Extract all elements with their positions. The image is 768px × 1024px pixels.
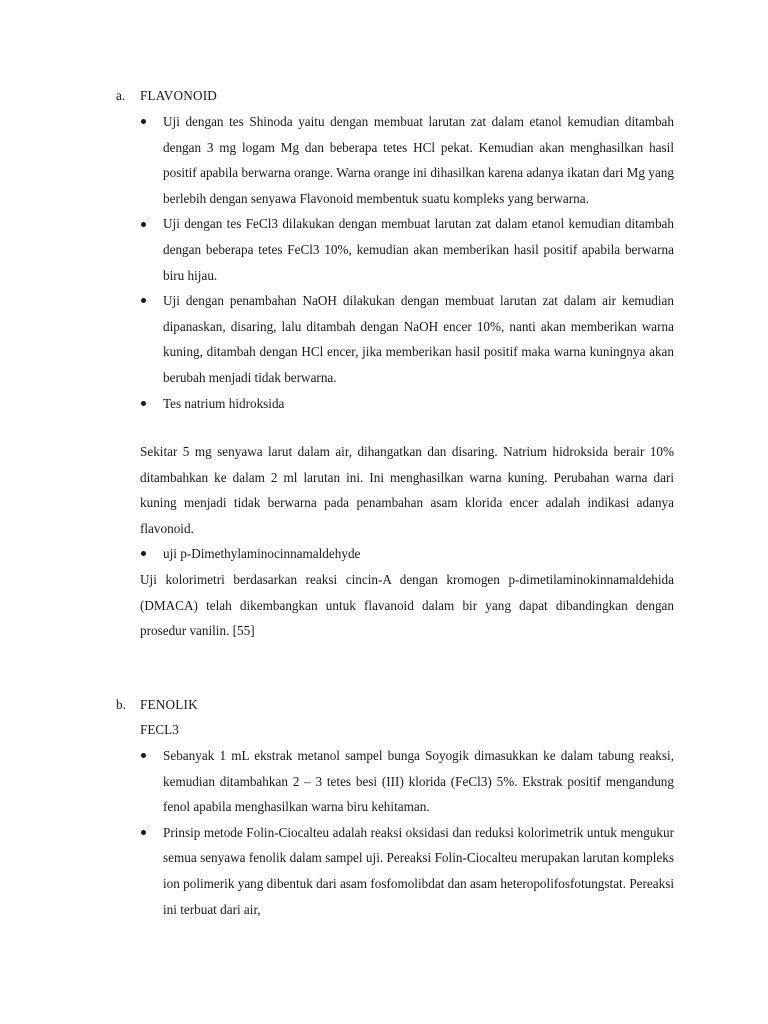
section-b-marker: b. — [116, 697, 126, 712]
dmaca-list — [0, 541, 674, 567]
bullet-icon — [139, 391, 147, 417]
bullet-icon — [139, 541, 147, 567]
list-item — [0, 743, 674, 820]
dmaca-paragraph: Uji kolorimetri berdasarkan reaksi cincin-A dengan kromogen p-dimetilaminokinnamaldehida (DMACA) telah dikembangkan untuk flavanoid dalam bir yang dapat dibandingkan dengan prosedur vanilin. [55] — [140, 572, 674, 639]
fecl3-test-text: Uji dengan tes FeCl3 dilakukan dengan membuat larutan zat dalam etanol kemudian ditambah dengan beberapa tetes FeCl3 10%, kemudian akan memberikan hasil positif apabila berwarna biru hijau. — [163, 216, 674, 283]
flavonoid-test-list — [0, 109, 674, 416]
naoh-test-text: Uji dengan penambahan NaOH dilakukan dengan membuat larutan zat dalam air kemudian dipanaskan, disaring, lalu ditambah dengan NaOH encer 10%, nanti akan memberikan warna kuning, ditambah dengan HCl encer, jika memberikan hasil positif maka warna kuningnya akan berubah menjadi tidak berwarna. — [163, 293, 674, 385]
bullet-icon — [139, 288, 147, 314]
bullet-icon — [139, 743, 147, 769]
section-b-subtitle: FECL3 — [140, 722, 179, 737]
fenolik-test-list — [0, 743, 674, 922]
list-item — [0, 541, 674, 567]
list-item — [0, 391, 674, 417]
bullet-icon — [139, 109, 147, 135]
fecl3-fenol-test-text: Sebanyak 1 mL ekstrak metanol sampel bunga Soyogik dimasukkan ke dalam tabung reaksi, kemudian ditambahkan 2 – 3 tetes besi (III) klorida (FeCl3) 5%. Ekstrak positif mengandung fenol apabila menghasilkan warna biru kehitaman. — [163, 748, 674, 815]
section-a-marker: a. — [116, 88, 126, 103]
list-item — [0, 211, 674, 288]
section-b-title: FENOLIK — [140, 697, 198, 712]
section-a-title: FLAVONOID — [140, 88, 218, 103]
list-item — [0, 109, 674, 211]
natrium-test-heading: Tes natrium hidroksida — [163, 395, 285, 411]
list-item — [0, 288, 674, 390]
list-item — [0, 820, 674, 922]
natrium-paragraph: Sekitar 5 mg senyawa larut dalam air, dihangatkan dan disaring. Natrium hidroksida berair 10% ditambahkan ke dalam 2 ml larutan ini. Ini menghasilkan warna kuning. Perubahan warna dari kuning menjadi tidak berwarna pada penambahan asam klorida encer adalah indikasi adanya flavonoid. — [140, 444, 674, 536]
shinoda-test-text: Uji dengan tes Shinoda yaitu dengan membuat larutan zat dalam etanol kemudian ditambah dengan 3 mg logam Mg dan beberapa tetes HCl pekat. Kemudian akan menghasilkan hasil positif apabila berwarna orange. Warna orange ini dihasilkan karena adanya ikatan dari Mg yang berlebih dengan senyawa Flavonoid membentuk suatu kompleks yang berwarna. — [163, 114, 674, 206]
folin-ciocalteu-text: Prinsip metode Folin-Ciocalteu adalah reaksi oksidasi dan reduksi kolorimetrik untuk mengukur semua senyawa fenolik dalam sampel uji. Pereaksi Folin-Ciocalteu merupakan larutan kompleks ion polimerik yang dibentuk dari asam fosfomolibdat dan asam heteropolifosfotungstat. Pereaksi ini terbuat dari air, — [163, 824, 674, 917]
bullet-icon — [139, 211, 147, 237]
bullet-icon — [139, 820, 147, 846]
dmaca-test-heading: uji p-Dimethylaminocinnamaldehyde — [163, 546, 361, 561]
